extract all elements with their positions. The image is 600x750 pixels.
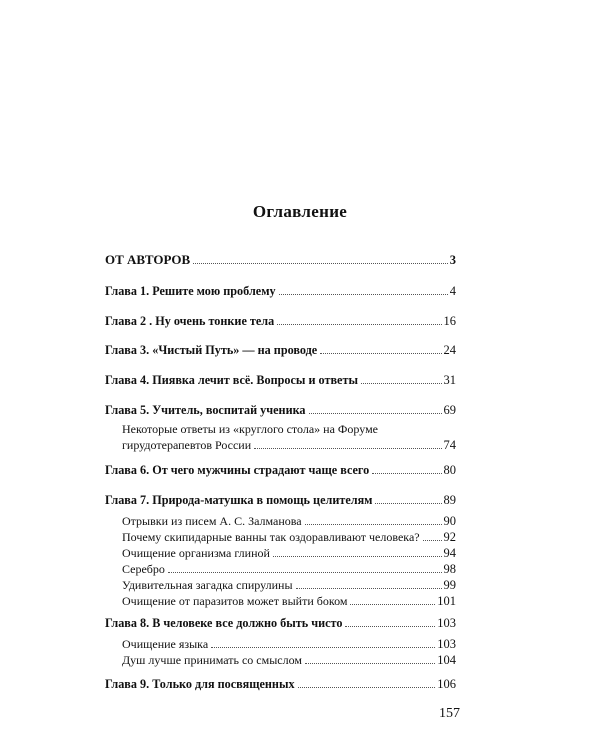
toc-entry-page: 98 bbox=[443, 562, 456, 576]
dot-leader bbox=[273, 556, 442, 557]
dot-leader bbox=[361, 383, 442, 384]
toc-subentry-parasites[interactable] bbox=[122, 593, 456, 610]
toc-entry-label: Глава 3. «Чистый Путь» — на проводе bbox=[105, 343, 318, 357]
toc-entry-page: 92 bbox=[443, 530, 456, 544]
toc-entry-label: Глава 8. В человеке все должно быть чисто bbox=[105, 616, 343, 630]
toc-entry-chapter-4[interactable] bbox=[105, 372, 456, 389]
toc-entry-label: ОТ АВТОРОВ bbox=[105, 252, 191, 267]
toc-entry-label: Очищение от паразитов может выйти боком bbox=[122, 594, 348, 608]
toc-entry-label: Очищение языка bbox=[122, 637, 209, 651]
dot-leader bbox=[320, 353, 441, 354]
toc-subentry-zalmanov[interactable] bbox=[122, 513, 456, 530]
dot-leader bbox=[168, 572, 442, 573]
toc-entry-page: 16 bbox=[443, 314, 456, 328]
dot-leader bbox=[375, 503, 441, 504]
dot-leader bbox=[298, 687, 436, 688]
toc-entry-label: Удивительная загадка спирулины bbox=[122, 578, 293, 592]
toc-entry-page: 4 bbox=[449, 284, 456, 298]
toc-entry-page: 103 bbox=[437, 637, 456, 651]
toc-entry-label: Душ лучше принимать со смыслом bbox=[122, 653, 302, 667]
dot-leader bbox=[350, 604, 435, 605]
toc-entry-page: 74 bbox=[443, 438, 456, 452]
toc-entry-label: Почему скипидарные ванны так оздоравливают человека? bbox=[122, 530, 420, 544]
toc-entry-label: Глава 6. От чего мужчины страдают чаще всего bbox=[105, 463, 370, 477]
toc-entry-chapter-6[interactable] bbox=[105, 462, 456, 479]
toc-entry-chapter-7[interactable] bbox=[105, 492, 456, 509]
toc-entry-label: Глава 4. Пиявка лечит всё. Вопросы и ответы bbox=[105, 373, 358, 387]
dot-leader bbox=[305, 663, 435, 664]
toc-entry-label: Глава 9. Только для посвященных bbox=[105, 677, 295, 691]
toc-entry-chapter-5[interactable] bbox=[105, 402, 456, 419]
dot-leader bbox=[296, 588, 442, 589]
dot-leader bbox=[309, 413, 442, 414]
toc-subentry-turpentine[interactable] bbox=[122, 529, 456, 546]
toc-subentry-forum[interactable] bbox=[122, 421, 456, 453]
toc-entry-chapter-8[interactable] bbox=[105, 615, 456, 632]
toc-entry-page: 101 bbox=[437, 594, 456, 608]
dot-leader bbox=[372, 473, 441, 474]
toc-subentry-tongue[interactable] bbox=[122, 636, 456, 653]
toc-entry-label: Глава 2 . Ну очень тонкие тела bbox=[105, 314, 275, 328]
toc-subentry-shower[interactable] bbox=[122, 652, 456, 669]
dot-leader bbox=[193, 263, 448, 264]
dot-leader bbox=[277, 324, 441, 325]
dot-leader bbox=[254, 448, 441, 449]
toc-entry-page: 31 bbox=[443, 373, 456, 387]
toc-entry-authors[interactable] bbox=[105, 251, 456, 269]
toc-title: Оглавление bbox=[252, 202, 348, 221]
toc-entry-label: Очищение организма глиной bbox=[122, 546, 270, 560]
toc-subentry-silver[interactable] bbox=[122, 561, 456, 578]
toc-entry-label-line-2: гирудотерапевтов России bbox=[122, 438, 252, 452]
toc-entry-page: 94 bbox=[443, 546, 456, 560]
toc-entry-chapter-2[interactable] bbox=[105, 313, 456, 330]
toc-entry-page: 69 bbox=[443, 403, 456, 417]
toc-entry-chapter-9[interactable] bbox=[105, 676, 456, 693]
toc-entry-page: 3 bbox=[449, 253, 456, 267]
toc-entry-label: Глава 1. Решите мою проблему bbox=[105, 284, 276, 298]
toc-entry-label: Серебро bbox=[122, 562, 165, 576]
toc-entry-page: 106 bbox=[437, 677, 456, 691]
dot-leader bbox=[279, 294, 448, 295]
toc-entry-label: Глава 5. Учитель, воспитай ученика bbox=[105, 403, 306, 417]
toc-entry-page: 24 bbox=[443, 343, 456, 357]
toc-subentry-spirulina[interactable] bbox=[122, 577, 456, 594]
toc-entry-label: Глава 7. Природа-матушка в помощь целителям bbox=[105, 493, 373, 507]
toc-entry-page: 89 bbox=[443, 493, 456, 507]
toc-entry-chapter-1[interactable] bbox=[105, 283, 456, 300]
toc-entry-chapter-3[interactable] bbox=[105, 342, 456, 359]
dot-leader bbox=[345, 626, 435, 627]
toc-subentry-clay[interactable] bbox=[122, 545, 456, 562]
toc-entry-label-line-1: Некоторые ответы из «круглого стола» на Форуме bbox=[122, 422, 379, 436]
toc-entry-page: 104 bbox=[437, 653, 456, 667]
dot-leader bbox=[423, 540, 442, 541]
toc-entry-page: 80 bbox=[443, 463, 456, 477]
dot-leader bbox=[211, 647, 435, 648]
toc-entry-page: 90 bbox=[443, 514, 456, 528]
dot-leader bbox=[305, 524, 442, 525]
toc-entry-page: 103 bbox=[437, 616, 456, 630]
toc-entry-label: Отрывки из писем А. С. Залманова bbox=[122, 514, 302, 528]
page-number: 157 bbox=[439, 706, 460, 721]
toc-entry-page: 99 bbox=[443, 578, 456, 592]
